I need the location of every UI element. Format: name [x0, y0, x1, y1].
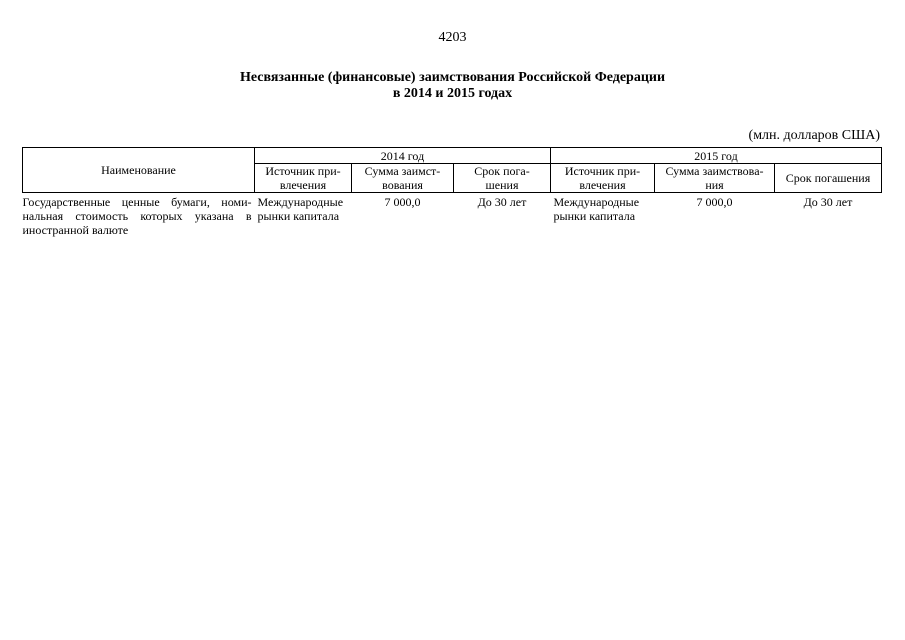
row-term-2015: До 30 лет — [803, 195, 853, 209]
row-source-2015: Международные рынки капитала — [553, 195, 640, 223]
page-number: 4203 — [438, 30, 467, 45]
header-year-2014: 2014 год — [255, 148, 551, 164]
units-label: (млн. долларов США) — [748, 128, 880, 143]
row-term-2014: До 30 лет — [477, 195, 527, 209]
row-name: Государственные ценные бумаги, номи-нальная стоимость которых указана в иностранной валюте — [22, 195, 252, 237]
row-amount-2015: 7 000,0 — [696, 195, 733, 209]
header-term-2015: Срок погашения — [775, 164, 882, 193]
header-amount-2014: Сумма заимст- вования — [352, 164, 454, 193]
document-title — [0, 70, 905, 102]
header-term-2014: Срок пога- шения — [454, 164, 551, 193]
row-source-2014: Международные рынки капитала — [257, 195, 344, 223]
header-year-2015: 2015 год — [551, 148, 882, 164]
header-name: Наименование — [23, 148, 255, 193]
header-source-2014: Источник при- влечения — [255, 164, 352, 193]
table-row — [23, 193, 882, 238]
title-line-1: Несвязанные (финансовые) заимствования Российской Федерации — [239, 70, 666, 85]
row-amount-2014: 7 000,0 — [384, 195, 421, 209]
header-amount-2015: Сумма заимствова- ния — [655, 164, 775, 193]
header-source-2015: Источник при- влечения — [551, 164, 655, 193]
borrowings-table — [22, 147, 882, 237]
title-line-2: в 2014 и 2015 годах — [392, 86, 513, 101]
